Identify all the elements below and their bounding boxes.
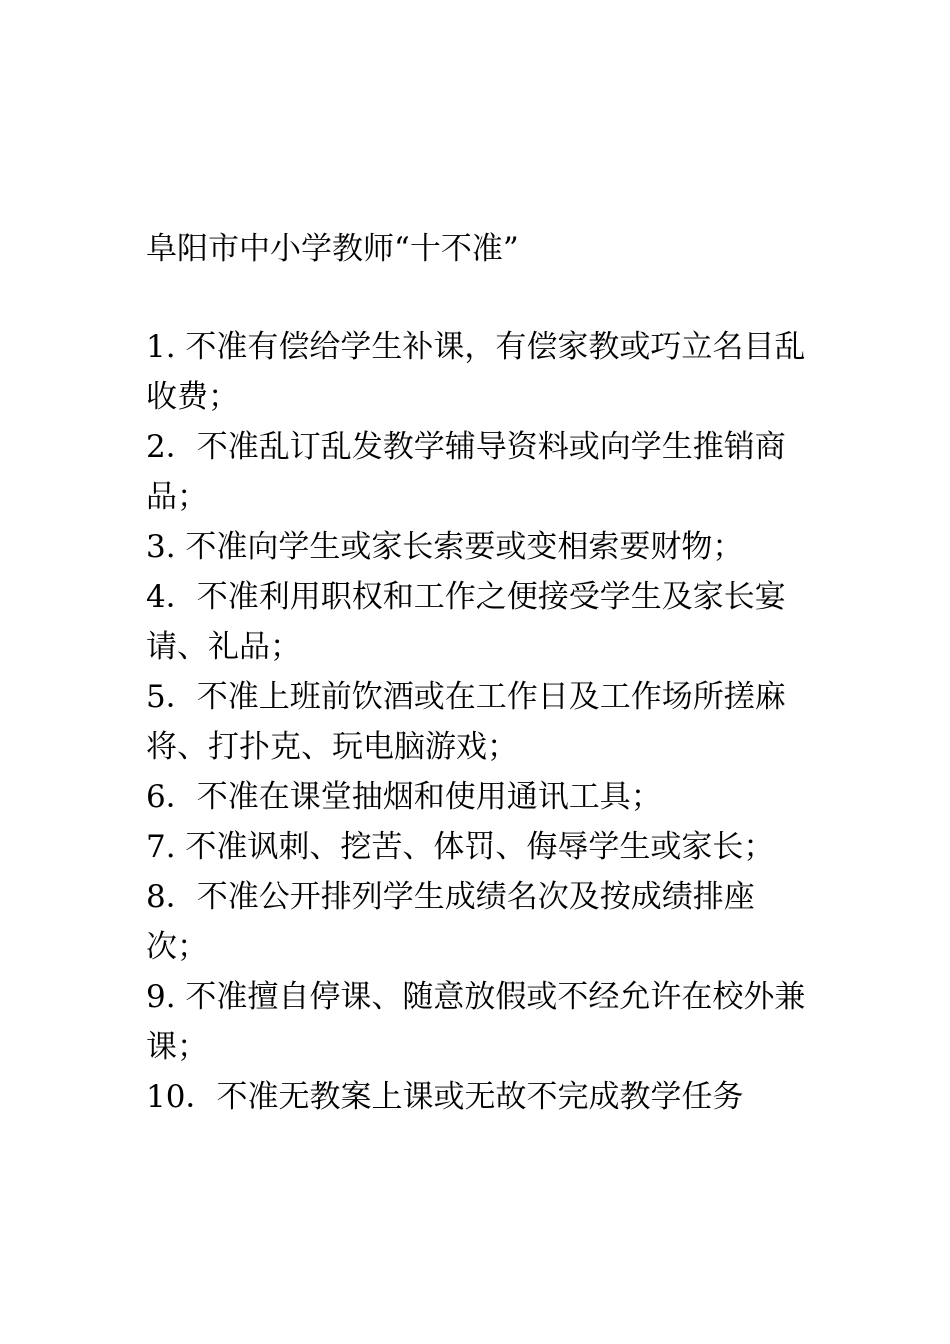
rule-item-7: 7. 不准讽刺、挖苦、体罚、侮辱学生或家长； (146, 829, 775, 865)
rule-list (146, 322, 814, 1122)
rule-item-3: 3. 不准向学生或家长索要或变相索要财物； (146, 529, 744, 565)
rule-item-10: 10．不准无教案上课或无故不完成教学任务 (146, 1079, 744, 1115)
rule-item-5: 5．不准上班前饮酒或在工作日及工作场所搓麻将、打扑克、玩电脑游戏； (146, 679, 786, 765)
rule-item-8: 8．不准公开排列学生成绩名次及按成绩排座次； (146, 879, 755, 965)
document-title: 阜阳市中小学教师“十不准” (146, 231, 519, 267)
rule-item-4: 4．不准利用职权和工作之便接受学生及家长宴请、礼品； (146, 579, 786, 665)
rule-item-1: 1. 不准有偿给学生补课，有偿家教或巧立名目乱收费； (146, 329, 806, 415)
rule-item-9: 9. 不准擅自停课、随意放假或不经允许在校外兼课； (146, 979, 806, 1065)
rule-item-2: 2．不准乱订乱发教学辅导资料或向学生推销商品； (146, 429, 786, 515)
rule-item-6: 6．不准在课堂抽烟和使用通讯工具； (146, 779, 662, 815)
document-body (146, 224, 814, 1122)
